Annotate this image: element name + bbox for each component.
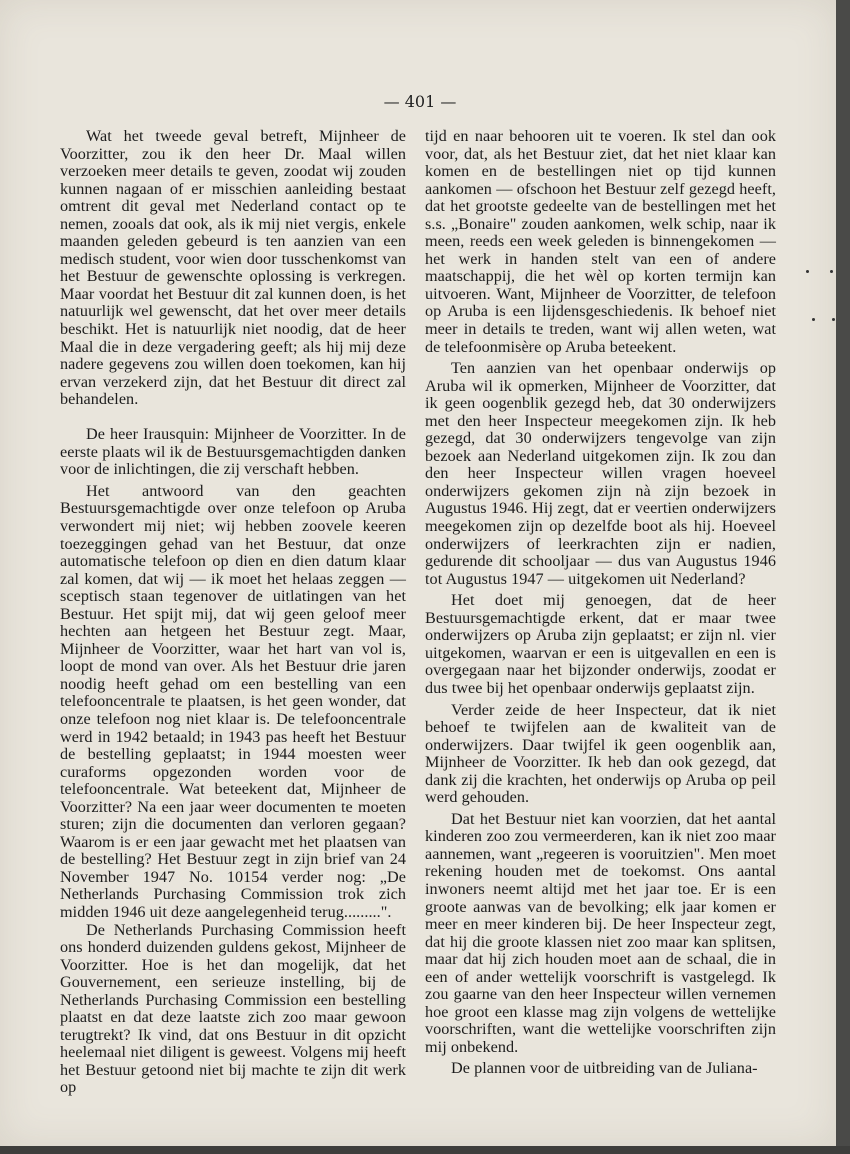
paragraph: Het doet mij genoegen, dat de heer Bestuursgemachtigde erkent, dat er maar twee onderwijzers op Aruba zijn geplaatst; er zijn nl. vier uitgekomen, waarvan er een is uitgevallen en een is overgegaan naar het bijzonder onderwijs, zoodat er dus twee bij het openbaar onderwijs geplaatst zijn. bbox=[425, 591, 776, 697]
page-number: — 401 — bbox=[383, 92, 457, 111]
paragraph: tijd en naar behooren uit te voeren. Ik stel dan ook voor, dat, als het Bestuur ziet, dat het niet klaar kan komen en de bestellingen niet op tijd kunnen aankomen — ofschoon het Bestuur zelf gezegd heeft, dat het grootste gedeelte van de bestellingen met het s.s. „Bonaire" zouden aankomen, welk schip, naar ik meen, reeds een week geleden is binnengekomen — het werk in handen stelt van een of andere maatschappij, die het wèl op korten termijn kan uitvoeren. Want, Mijnheer de Voorzitter, de telefoon op Aruba is een lijdensgeschiedenis. Ik behoef niet meer in details te treden, want wij allen weten, wat de telefoonmisère op Aruba beteekent. bbox=[425, 127, 776, 356]
left-column bbox=[60, 128, 406, 1097]
margin-dot bbox=[830, 270, 833, 273]
scan-edge-bottom bbox=[0, 1146, 850, 1154]
paragraph: De heer Irausquin: Mijnheer de Voorzitter. In de eerste plaats wil ik de Bestuursgemachtigden danken voor de inlichtingen, die zij verschaft hebben. bbox=[60, 425, 406, 479]
margin-dot bbox=[812, 318, 815, 321]
paragraph: Dat het Bestuur niet kan voorzien, dat het aantal kinderen zoo zou vermeerderen, kan ik niet zoo maar aannemen, want „regeeren is vooruitzien". Men moet rekening houden met de toekomst. Ons aantal inwoners neemt altijd met het jaar toe. Er is een groote aanwas van de bevolking; elk jaar komen er meer en meer kinderen bij. De heer Inspecteur zegt, dat hij die groote klassen niet zoo maar kan splitsen, maar dat hij zich houden moet aan de schaal, die in een of ander wettelijk voorschrift is vastgelegd. Ik zou gaarne van den heer Inspecteur willen vernemen hoe groot een klasse mag zijn volgens de wettelijke voorschriften, want die wettelijke voorschriften zijn mij onbekend. bbox=[425, 809, 776, 1056]
margin-dot bbox=[806, 270, 809, 273]
right-column bbox=[425, 128, 776, 1078]
paragraph: Het antwoord van den geachten Bestuursgemachtigde over onze telefoon op Aruba verwondert mij niet; wij hebben zoovele keeren toezeggingen gehad van het Bestuur, dat onze automatische telefoon op dien en dien datum klaar zal komen, dat wij — ik moet het helaas zeggen — sceptisch staan tegenover de uitlatingen van het Bestuur. Het spijt mij, dat wij geen geloof meer hechten aan hetgeen het Bestuur zegt. Maar, Mijnheer de Voorzitter, waar het hart van vol is, loopt de mond van over. Als het Bestuur drie jaren noodig heeft gehad om een bestelling van een telefooncentrale te plaatsen, is het geen wonder, dat onze telefoon nog niet klaar is. De telefooncentrale werd in 1942 betaald; in 1943 pas heeft het Bestuur de bestelling geplaatst; in 1944 moesten weer curaforms opgezonden worden voor de telefooncentrale. Wat beteekent dat, Mijnheer de Voorzitter? Na een jaar weer documenten te moeten sturen; zijn die documenten dan verloren gegaan? Waarom is er een jaar gewacht met het plaatsen van de bestelling? Het Bestuur zegt in zijn brief van 24 November 1947 No. 10154 verder nog: „De Netherlands Purchasing Commission trok zich midden 1946 uit deze aangelegenheid terug.........". bbox=[60, 481, 406, 922]
paragraph: Verder zeide de heer Inspecteur, dat ik niet behoef te twijfelen aan de kwaliteit van de onderwijzers. Daar twijfel ik geen oogenblik aan, Mijnheer de Voorzitter. Ik heb dan ook gezegd, dat dank zij die krachten, het onderwijs op Aruba op peil werd gehouden. bbox=[425, 700, 776, 807]
scan-edge-right bbox=[836, 0, 850, 1154]
paragraph: Ten aanzien van het openbaar onderwijs op Aruba wil ik opmerken, Mijnheer de Voorzitter, dat ik geen oogenblik gezegd heb, dat 30 onderwijzers met den heer Inspecteur meegekomen zijn. Ik heb gezegd, dat 30 onderwijzers tengevolge van zijn bezoek aan Nederland uitgekomen zijn. Ik zou dan den heer Inspecteur willen vragen hoeveel onderwijzers gekomen zijn nà zijn bezoek in Augustus 1946. Hij zegt, dat er veertien onderwijzers meegekomen zijn op dezelfde boot als hij. Hoeveel onderwijzers of leerkrachten zijn er nadien, gedurende dit schooljaar — dus van Augustus 1946 tot Augustus 1947 — uitgekomen uit Nederland? bbox=[425, 359, 776, 588]
paragraph: Wat het tweede geval betreft, Mijnheer de Voorzitter, zou ik den heer Dr. Maal willen verzoeken meer details te geven, zoodat wij zouden kunnen nagaan of er misschien aanleiding bestaat omtrent dit geval met Nederland contact op te nemen, zooals dat ook, als ik mij niet vergis, enkele maanden geleden gebeurd is ten aanzien van een medisch student, voor wien door tusschenkomst van het Bestuur de gewenschte oplossing is verkregen. Maar voordat het Bestuur dit zal kunnen doen, is het natuurlijk wel gewenscht, dat het over meer details beschikt. Het is natuurlijk niet noodig, dat de heer Maal die in deze vergadering geeft; als hij mij deze nadere gegevens zou willen doen toekomen, kan hij ervan verzekerd zijn, dat het Bestuur dit direct zal behandelen. bbox=[60, 127, 406, 409]
paragraph: De plannen voor de uitbreiding van de Juliana- bbox=[451, 1059, 758, 1078]
margin-dot bbox=[832, 318, 835, 321]
paragraph: De Netherlands Purchasing Commission heeft ons honderd duizenden guldens gekost, Mijnheer de Voorzitter. Hoe is het dan mogelijk, dat het Gouvernement, een serieuze instelling, bij de Netherlands Purchasing Commission een bestelling plaatst en dat deze laatste zich zoo maar gewoon terugtrekt? Ik vind, dat ons Bestuur in dit opzicht heelemaal niet diligent is geweest. Volgens mij heeft het Bestuur getoond niet bij machte te zijn dit werk op bbox=[60, 920, 406, 1097]
